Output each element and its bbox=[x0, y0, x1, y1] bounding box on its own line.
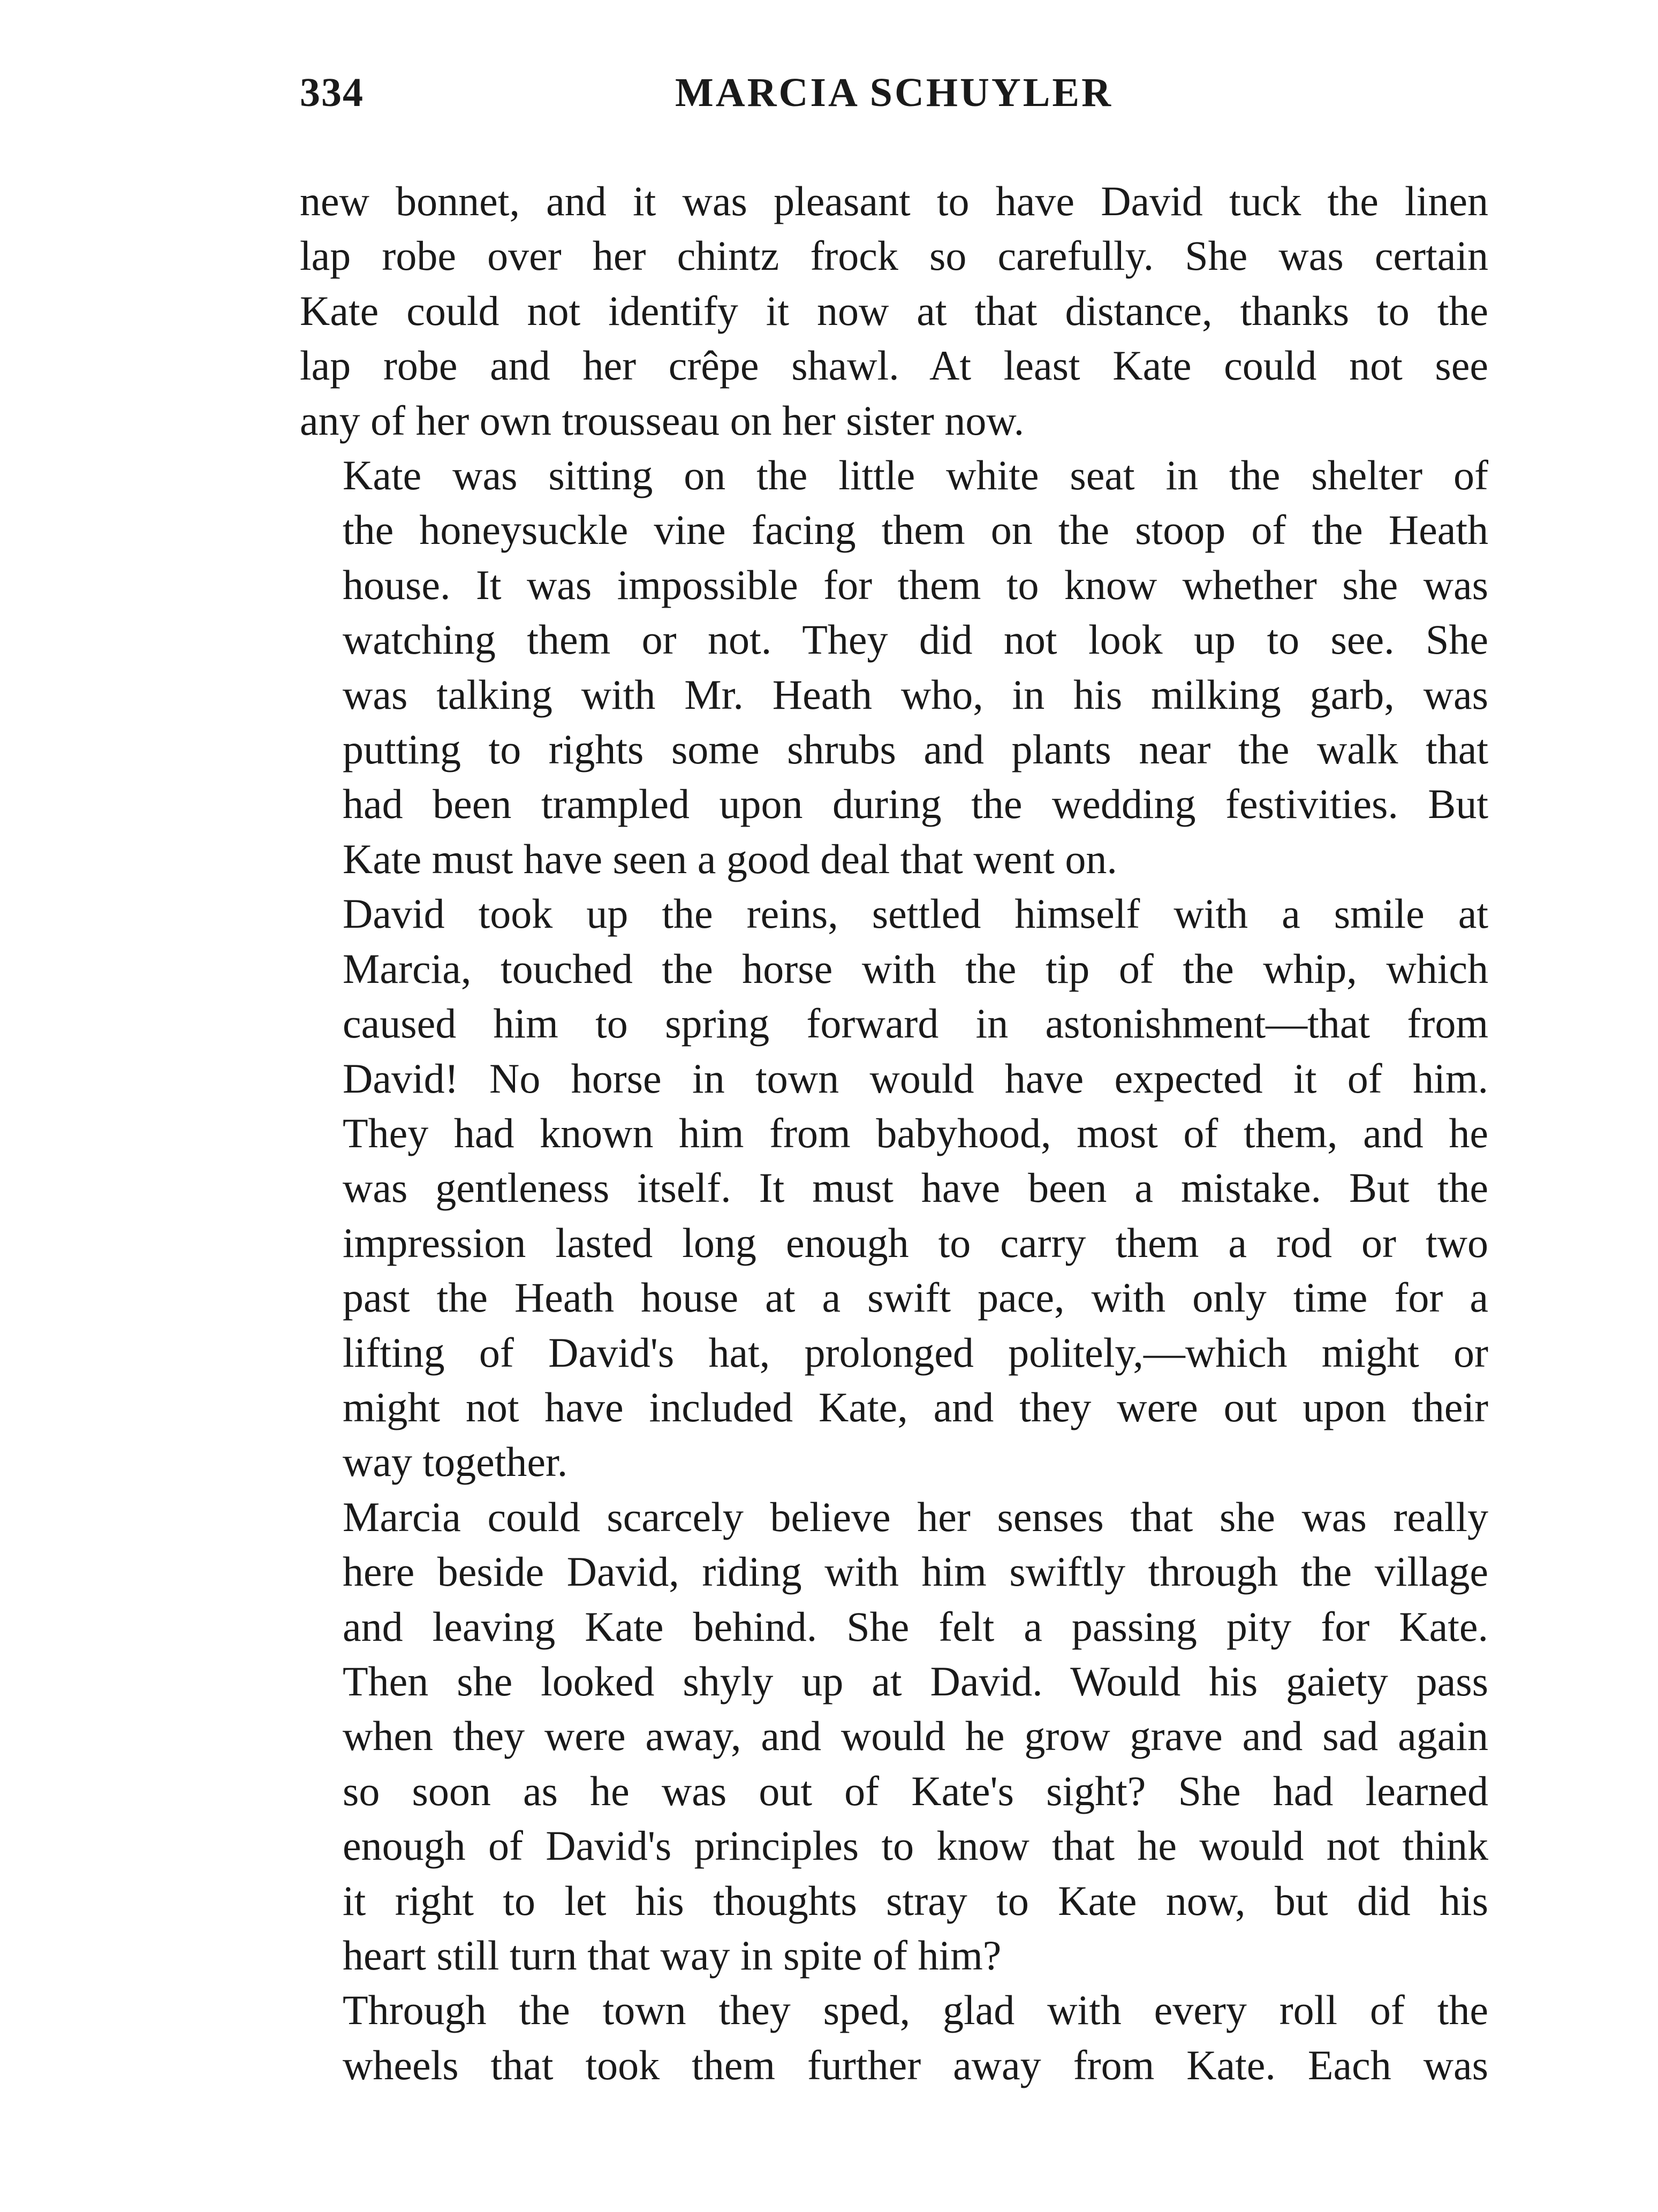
text-line: any of her own trousseau on her sister now. bbox=[300, 397, 1025, 444]
text-line: lap robe and her crêpe shawl. At least Kate could not see bbox=[300, 342, 1488, 389]
text-line: so soon as he was out of Kate's sight? She had learned bbox=[343, 1767, 1488, 1814]
paragraph bbox=[300, 174, 1488, 448]
text-line: enough of David's principles to know that he would not think bbox=[343, 1822, 1488, 1869]
text-line: might not have included Kate, and they were out upon their bbox=[343, 1383, 1488, 1430]
text-line: lap robe over her chintz frock so carefully. She was certain bbox=[300, 232, 1488, 279]
text-line: was gentleness itself. It must have been a mistake. But the bbox=[343, 1164, 1488, 1211]
text-line: putting to rights some shrubs and plants near the walk that bbox=[343, 726, 1488, 773]
text-line: heart still turn that way in spite of him? bbox=[343, 1932, 1002, 1979]
text-line: wheels that took them further away from Kate. Each was bbox=[343, 2041, 1488, 2088]
text-line: house. It was impossible for them to know whether she was bbox=[343, 561, 1488, 608]
text-line: Marcia could scarcely believe her senses that she was really bbox=[343, 1493, 1488, 1540]
text-line: was talking with Mr. Heath who, in his milking garb, was bbox=[343, 671, 1488, 718]
text-line: past the Heath house at a swift pace, with only time for a bbox=[343, 1274, 1488, 1321]
text-line: lifting of David's hat, prolonged politely,—which might or bbox=[343, 1329, 1488, 1376]
text-line: watching them or not. They did not look up to see. She bbox=[343, 616, 1488, 663]
page-header bbox=[300, 70, 1488, 145]
text-line: They had known him from babyhood, most of them, and he bbox=[343, 1109, 1488, 1156]
paragraph bbox=[300, 448, 1488, 887]
text-line: impression lasted long enough to carry them a rod or two bbox=[343, 1219, 1488, 1266]
body-text bbox=[300, 174, 1488, 2093]
text-line: Through the town they sped, glad with every roll of the bbox=[343, 1987, 1488, 2034]
text-line: new bonnet, and it was pleasant to have David tuck the linen bbox=[300, 178, 1488, 224]
text-line: here beside David, riding with him swiftly through the village bbox=[343, 1548, 1488, 1595]
text-line: Marcia, touched the horse with the tip of the whip, which bbox=[343, 945, 1488, 992]
text-line: Then she looked shyly up at David. Would his gaiety pass bbox=[343, 1657, 1488, 1705]
paragraph bbox=[300, 1983, 1488, 2093]
text-line: caused him to spring forward in astonishment—that from bbox=[343, 1000, 1488, 1047]
text-line: way together. bbox=[343, 1438, 568, 1486]
text-line: the honeysuckle vine facing them on the stoop of the Heath bbox=[343, 506, 1488, 554]
page-number: 334 bbox=[300, 70, 364, 115]
text-line: it right to let his thoughts stray to Kate now, but did his bbox=[343, 1877, 1488, 1924]
paragraph bbox=[300, 1490, 1488, 1983]
text-line: had been trampled upon during the wedding festivities. But bbox=[343, 781, 1488, 828]
running-head: MARCIA SCHUYLER bbox=[675, 70, 1113, 115]
text-line: Kate was sitting on the little white seat in the shelter of bbox=[343, 452, 1488, 499]
text-line: Kate could not identify it now at that distance, thanks to the bbox=[300, 287, 1488, 334]
text-line: David took up the reins, settled himself with a smile at bbox=[343, 890, 1488, 937]
text-line: when they were away, and would he grow grave and sad again bbox=[343, 1713, 1488, 1760]
text-line: David! No horse in town would have expected it of him. bbox=[343, 1055, 1488, 1102]
text-line: and leaving Kate behind. She felt a passing pity for Kate. bbox=[343, 1603, 1488, 1650]
paragraph bbox=[300, 887, 1488, 1489]
text-line: Kate must have seen a good deal that went on. bbox=[343, 835, 1117, 882]
